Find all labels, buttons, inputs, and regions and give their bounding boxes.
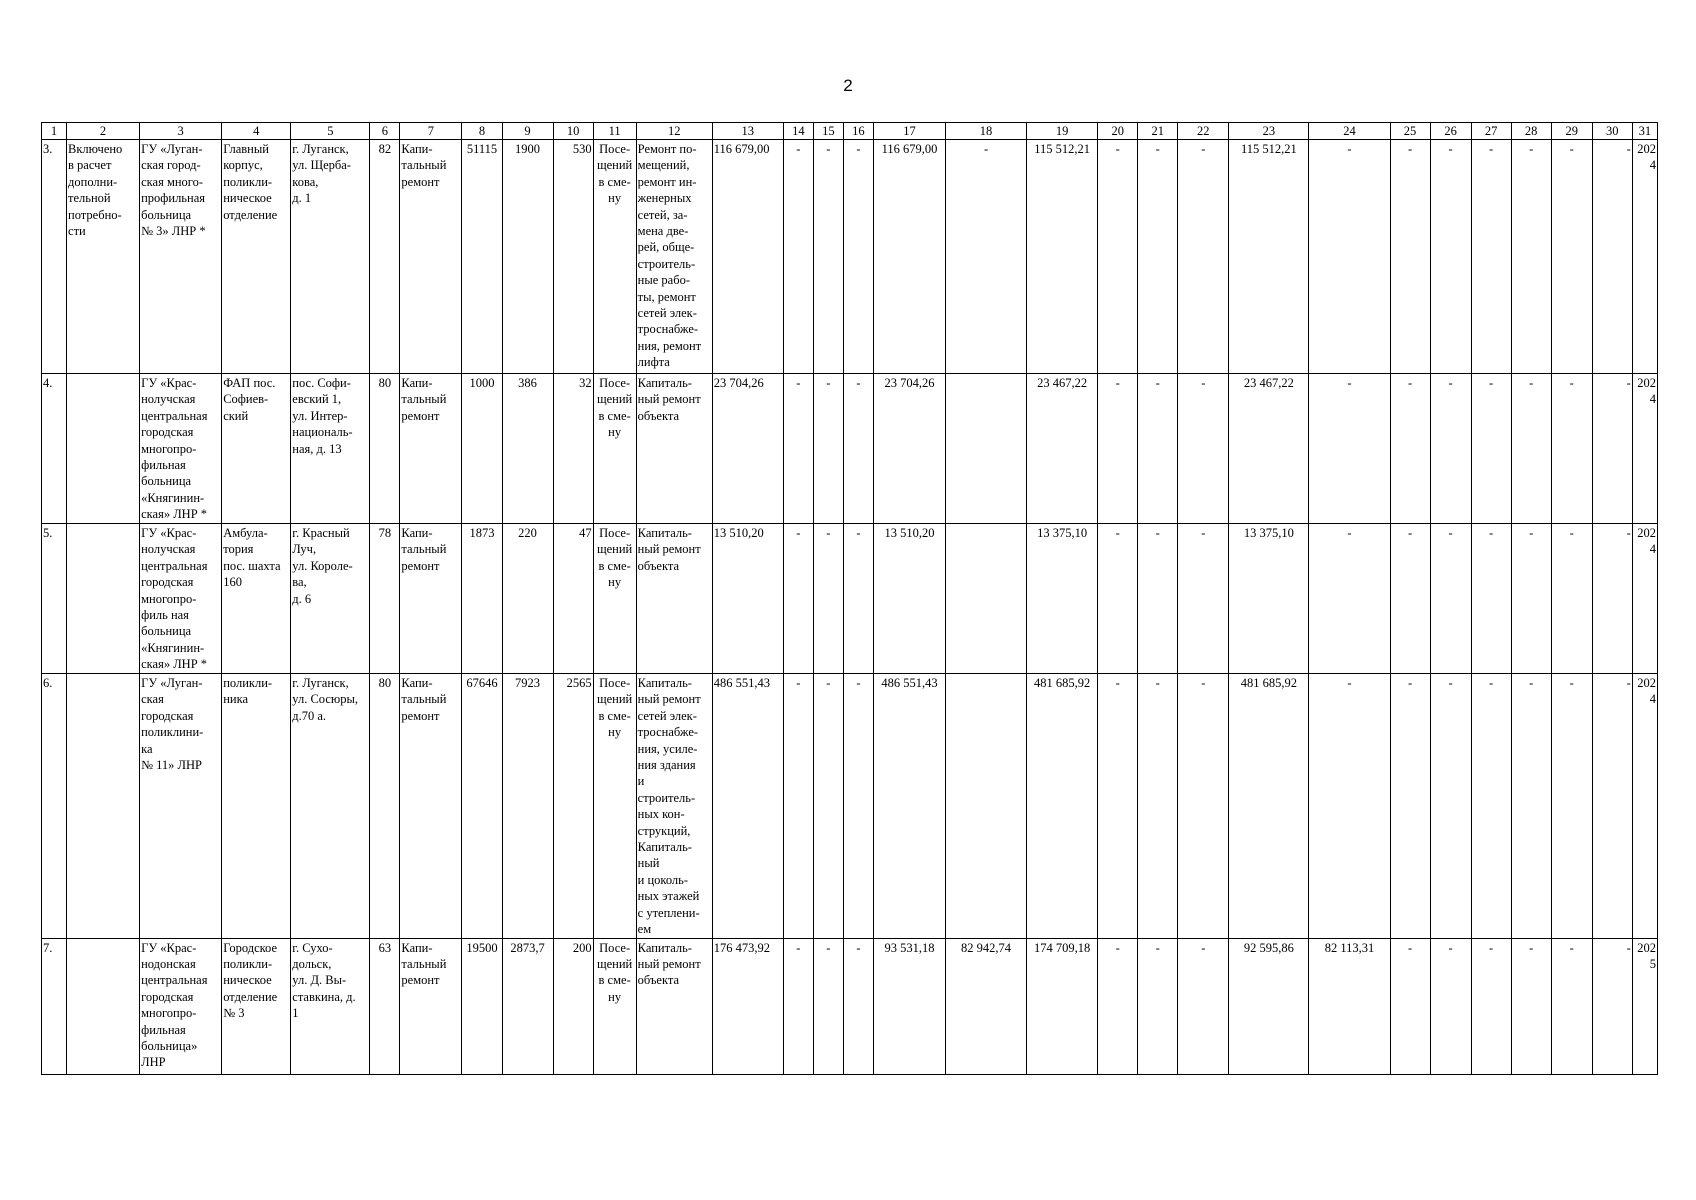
table-cell-col-15: - xyxy=(813,140,843,374)
table-cell-col-24: - xyxy=(1309,674,1390,939)
table-cell-col-8: 1000 xyxy=(462,374,502,524)
table-cell-col-15: - xyxy=(813,674,843,939)
table-cell-col-27: - xyxy=(1471,374,1511,524)
table-cell-col-1: 5. xyxy=(42,524,67,674)
table-cell-col-30: - xyxy=(1592,374,1632,524)
table-cell-col-13: 13 510,20 xyxy=(712,524,783,674)
table-cell-col-27: - xyxy=(1471,938,1511,1074)
table-cell-col-5: г. Сухо- дольск, ул. Д. Вы- ставкина, д. 1 xyxy=(291,938,370,1074)
table-cell-col-1: 4. xyxy=(42,374,67,524)
table-cell-col-22: - xyxy=(1178,524,1229,674)
table-cell-col-15: - xyxy=(813,374,843,524)
table-cell-col-26: - xyxy=(1430,140,1471,374)
table-cell-col-4: Главный корпус, поликли- ническое отделение xyxy=(222,140,291,374)
table-cell-col-21: - xyxy=(1138,674,1178,939)
table-cell-col-17: 486 551,43 xyxy=(873,674,945,939)
table-cell-col-18 xyxy=(946,374,1027,524)
table-cell-col-28: - xyxy=(1511,938,1551,1074)
table-row xyxy=(42,140,1658,374)
column-number-6: 6 xyxy=(370,123,400,140)
column-number-14: 14 xyxy=(783,123,813,140)
table-cell-col-1: 6. xyxy=(42,674,67,939)
column-number-17: 17 xyxy=(873,123,945,140)
table-cell-col-26: - xyxy=(1430,674,1471,939)
table-cell-col-15: - xyxy=(813,524,843,674)
table-row xyxy=(42,524,1658,674)
column-number-27: 27 xyxy=(1471,123,1511,140)
table-cell-col-10: 32 xyxy=(553,374,593,524)
table-cell-col-3: ГУ «Крас- нолучская центральная городская многопро- филь ная больница «Княгинин- ская» ЛНР * xyxy=(140,524,222,674)
column-number-29: 29 xyxy=(1551,123,1592,140)
table-cell-col-19: 23 467,22 xyxy=(1027,374,1098,524)
table-cell-col-20: - xyxy=(1098,938,1138,1074)
table-cell-col-29: - xyxy=(1551,374,1592,524)
table-cell-col-20: - xyxy=(1098,524,1138,674)
table-cell-col-20: - xyxy=(1098,140,1138,374)
table-cell-col-25: - xyxy=(1390,674,1430,939)
table-cell-col-23: 92 595,86 xyxy=(1229,938,1309,1074)
column-number-16: 16 xyxy=(843,123,873,140)
table-cell-col-6: 80 xyxy=(370,674,400,939)
column-number-19: 19 xyxy=(1027,123,1098,140)
column-number-5: 5 xyxy=(291,123,370,140)
table-cell-col-8: 1873 xyxy=(462,524,502,674)
table-cell-col-31: 2024 xyxy=(1632,674,1657,939)
table-cell-col-28: - xyxy=(1511,674,1551,939)
column-number-25: 25 xyxy=(1390,123,1430,140)
table-cell-col-7: Капи- тальный ремонт xyxy=(400,938,462,1074)
table-cell-col-18 xyxy=(946,524,1027,674)
table-cell-col-13: 176 473,92 xyxy=(712,938,783,1074)
table-cell-col-12: Капиталь- ный ремонт сетей элек- троснабже- ния, усиле- ния здания и строитель- ных кон- струкций, Капиталь- ный и цоколь- ных этажей с утеплени- ем xyxy=(636,674,712,939)
column-number-7: 7 xyxy=(400,123,462,140)
table-cell-col-7: Капи- тальный ремонт xyxy=(400,674,462,939)
column-number-26: 26 xyxy=(1430,123,1471,140)
column-number-21: 21 xyxy=(1138,123,1178,140)
table-cell-col-17: 23 704,26 xyxy=(873,374,945,524)
table-cell-col-11: Посе- щений в сме- ну xyxy=(593,938,636,1074)
table-row xyxy=(42,674,1658,939)
column-number-4: 4 xyxy=(222,123,291,140)
table-cell-col-18: - xyxy=(946,140,1027,374)
table-cell-col-18 xyxy=(946,674,1027,939)
column-number-11: 11 xyxy=(593,123,636,140)
table-cell-col-4: поликли- ника xyxy=(222,674,291,939)
table-cell-col-17: 13 510,20 xyxy=(873,524,945,674)
column-number-8: 8 xyxy=(462,123,502,140)
table-cell-col-24: - xyxy=(1309,140,1390,374)
table-cell-col-16: - xyxy=(843,140,873,374)
table-cell-col-5: г. Луганск, ул. Щерба- кова, д. 1 xyxy=(291,140,370,374)
table-cell-col-3: ГУ «Луган- ская городская поликлини- ка № 11» ЛНР xyxy=(140,674,222,939)
table-cell-col-14: - xyxy=(783,524,813,674)
column-number-2: 2 xyxy=(67,123,140,140)
table-cell-col-16: - xyxy=(843,374,873,524)
table-cell-col-23: 13 375,10 xyxy=(1229,524,1309,674)
table-cell-col-19: 115 512,21 xyxy=(1027,140,1098,374)
table-cell-col-26: - xyxy=(1430,938,1471,1074)
column-number-24: 24 xyxy=(1309,123,1390,140)
table-cell-col-4: Амбула- тория пос. шахта 160 xyxy=(222,524,291,674)
table-cell-col-2 xyxy=(67,674,140,939)
table-cell-col-3: ГУ «Крас- нолучская центральная городская многопро- фильная больница «Княгинин- ская» ЛНР * xyxy=(140,374,222,524)
table-cell-col-14: - xyxy=(783,938,813,1074)
table-cell-col-12: Капиталь- ный ремонт объекта xyxy=(636,938,712,1074)
table-cell-col-8: 51115 xyxy=(462,140,502,374)
table-cell-col-10: 530 xyxy=(553,140,593,374)
table-cell-col-8: 19500 xyxy=(462,938,502,1074)
table-cell-col-28: - xyxy=(1511,374,1551,524)
table-cell-col-28: - xyxy=(1511,140,1551,374)
table-row xyxy=(42,374,1658,524)
table-cell-col-22: - xyxy=(1178,374,1229,524)
table-cell-col-23: 115 512,21 xyxy=(1229,140,1309,374)
table-cell-col-2 xyxy=(67,374,140,524)
table-cell-col-24: - xyxy=(1309,374,1390,524)
table-cell-col-25: - xyxy=(1390,140,1430,374)
page-number: 2 xyxy=(843,76,853,95)
table-cell-col-3: ГУ «Луган- ская город- ская много- профильная больница № 3» ЛНР * xyxy=(140,140,222,374)
column-number-1: 1 xyxy=(42,123,67,140)
table-cell-col-27: - xyxy=(1471,140,1511,374)
table-cell-col-21: - xyxy=(1138,524,1178,674)
table-cell-col-30: - xyxy=(1592,674,1632,939)
column-number-3: 3 xyxy=(140,123,222,140)
table-cell-col-11: Посе- щений в сме- ну xyxy=(593,674,636,939)
table-cell-col-16: - xyxy=(843,938,873,1074)
table-cell-col-20: - xyxy=(1098,374,1138,524)
column-number-20: 20 xyxy=(1098,123,1138,140)
table-cell-col-11: Посе- щений в сме- ну xyxy=(593,140,636,374)
table-cell-col-2: Включено в расчет дополни- тельной потребно- сти xyxy=(67,140,140,374)
table-cell-col-14: - xyxy=(783,140,813,374)
table-cell-col-16: - xyxy=(843,524,873,674)
table-cell-col-25: - xyxy=(1390,524,1430,674)
column-number-30: 30 xyxy=(1592,123,1632,140)
table-cell-col-10: 47 xyxy=(553,524,593,674)
table-cell-col-12: Капиталь- ный ремонт объекта xyxy=(636,524,712,674)
table-cell-col-3: ГУ «Крас- нодонская центральная городская многопро- фильная больница» ЛНР xyxy=(140,938,222,1074)
table-cell-col-22: - xyxy=(1178,140,1229,374)
table-cell-col-23: 23 467,22 xyxy=(1229,374,1309,524)
table-cell-col-4: ФАП пос. Софиев- ский xyxy=(222,374,291,524)
table-cell-col-29: - xyxy=(1551,140,1592,374)
table-cell-col-1: 3. xyxy=(42,140,67,374)
table-cell-col-26: - xyxy=(1430,374,1471,524)
table-cell-col-7: Капи- тальный ремонт xyxy=(400,140,462,374)
table-cell-col-25: - xyxy=(1390,374,1430,524)
column-number-15: 15 xyxy=(813,123,843,140)
table-cell-col-5: пос. Софи- евский 1, ул. Интер- националь- ная, д. 13 xyxy=(291,374,370,524)
column-number-13: 13 xyxy=(712,123,783,140)
table-cell-col-4: Городское поликли- ническое отделение № 3 xyxy=(222,938,291,1074)
table-cell-col-31: 2024 xyxy=(1632,374,1657,524)
data-table xyxy=(41,122,1658,1075)
table-cell-col-12: Капиталь- ный ремонт объекта xyxy=(636,374,712,524)
table-cell-col-26: - xyxy=(1430,524,1471,674)
table-cell-col-9: 1900 xyxy=(502,140,553,374)
table-cell-col-6: 63 xyxy=(370,938,400,1074)
table-cell-col-15: - xyxy=(813,938,843,1074)
table-cell-col-11: Посе- щений в сме- ну xyxy=(593,524,636,674)
table-cell-col-5: г. Красный Луч, ул. Короле- ва, д. 6 xyxy=(291,524,370,674)
table-cell-col-31: 2024 xyxy=(1632,524,1657,674)
table-cell-col-7: Капи- тальный ремонт xyxy=(400,524,462,674)
table-cell-col-17: 116 679,00 xyxy=(873,140,945,374)
table-row xyxy=(42,938,1658,1074)
table-cell-col-30: - xyxy=(1592,524,1632,674)
table-cell-col-13: 23 704,26 xyxy=(712,374,783,524)
table-cell-col-2 xyxy=(67,938,140,1074)
table-cell-col-13: 486 551,43 xyxy=(712,674,783,939)
table-cell-col-27: - xyxy=(1471,674,1511,939)
table-cell-col-29: - xyxy=(1551,674,1592,939)
table-cell-col-30: - xyxy=(1592,938,1632,1074)
column-number-22: 22 xyxy=(1178,123,1229,140)
table-cell-col-6: 78 xyxy=(370,524,400,674)
table-cell-col-9: 2873,7 xyxy=(502,938,553,1074)
table-cell-col-6: 80 xyxy=(370,374,400,524)
column-number-18: 18 xyxy=(946,123,1027,140)
table-cell-col-17: 93 531,18 xyxy=(873,938,945,1074)
table-cell-col-19: 481 685,92 xyxy=(1027,674,1098,939)
column-number-28: 28 xyxy=(1511,123,1551,140)
table-cell-col-21: - xyxy=(1138,140,1178,374)
table-cell-col-28: - xyxy=(1511,524,1551,674)
table-cell-col-5: г. Луганск, ул. Сосюры, д.70 а. xyxy=(291,674,370,939)
table-cell-col-22: - xyxy=(1178,674,1229,939)
table-cell-col-9: 220 xyxy=(502,524,553,674)
column-number-row xyxy=(42,123,1658,140)
table-cell-col-8: 67646 xyxy=(462,674,502,939)
table-cell-col-29: - xyxy=(1551,938,1592,1074)
table-cell-col-25: - xyxy=(1390,938,1430,1074)
table-cell-col-13: 116 679,00 xyxy=(712,140,783,374)
column-number-10: 10 xyxy=(553,123,593,140)
table-cell-col-10: 200 xyxy=(553,938,593,1074)
table-cell-col-19: 13 375,10 xyxy=(1027,524,1098,674)
column-number-9: 9 xyxy=(502,123,553,140)
table-cell-col-2 xyxy=(67,524,140,674)
table-cell-col-16: - xyxy=(843,674,873,939)
table-cell-col-29: - xyxy=(1551,524,1592,674)
table-cell-col-27: - xyxy=(1471,524,1511,674)
table-cell-col-6: 82 xyxy=(370,140,400,374)
table-cell-col-12: Ремонт по- мещений, ремонт ин- женерных сетей, за- мена две- рей, обще- строитель- ные рабо- ты, ремонт сетей элек- троснабже- ния, ремонт лифта xyxy=(636,140,712,374)
table-cell-col-21: - xyxy=(1138,938,1178,1074)
column-number-23: 23 xyxy=(1229,123,1309,140)
table-cell-col-30: - xyxy=(1592,140,1632,374)
table-cell-col-21: - xyxy=(1138,374,1178,524)
table-cell-col-10: 2565 xyxy=(553,674,593,939)
table-cell-col-7: Капи- тальный ремонт xyxy=(400,374,462,524)
table-cell-col-9: 386 xyxy=(502,374,553,524)
table-cell-col-24: - xyxy=(1309,524,1390,674)
table-cell-col-11: Посе- щений в сме- ну xyxy=(593,374,636,524)
table-cell-col-1: 7. xyxy=(42,938,67,1074)
column-number-31: 31 xyxy=(1632,123,1657,140)
table-cell-col-18: 82 942,74 xyxy=(946,938,1027,1074)
table-cell-col-20: - xyxy=(1098,674,1138,939)
table-cell-col-24: 82 113,31 xyxy=(1309,938,1390,1074)
table-cell-col-9: 7923 xyxy=(502,674,553,939)
table-cell-col-31: 2024 xyxy=(1632,140,1657,374)
table-cell-col-19: 174 709,18 xyxy=(1027,938,1098,1074)
table-cell-col-31: 2025 xyxy=(1632,938,1657,1074)
table-cell-col-14: - xyxy=(783,674,813,939)
table-cell-col-14: - xyxy=(783,374,813,524)
table-cell-col-23: 481 685,92 xyxy=(1229,674,1309,939)
column-number-12: 12 xyxy=(636,123,712,140)
table-cell-col-22: - xyxy=(1178,938,1229,1074)
